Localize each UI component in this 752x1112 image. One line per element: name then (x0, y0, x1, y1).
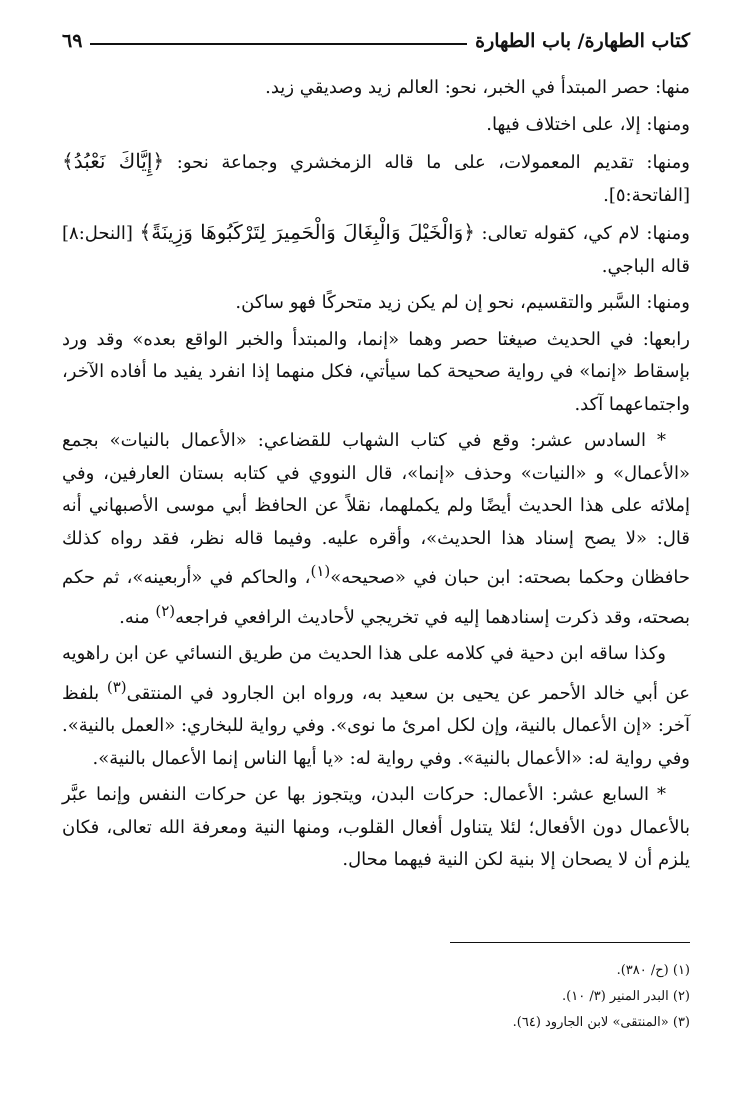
footnote-ref-1[interactable]: (١) (310, 562, 331, 580)
paragraph-8-text-a: وكذا ساقه ابن دحية في كلامه على هذا الحديث من طريق النسائي عن ابن راهويه عن أبي خالد الأحمر عن يحيى بن سعيد به، ورواه ابن الجارود في المنتقى (62, 643, 690, 704)
footnote-ref-2[interactable]: (٢) (155, 601, 176, 620)
main-text (62, 72, 690, 881)
paragraph-8 (62, 638, 690, 775)
paragraph-6 (62, 324, 690, 422)
paragraph-5 (62, 287, 690, 320)
quran-verse-2: ﴿وَالْخَيْلَ وَالْبِغَالَ وَالْحَمِيرَ لِتَرْكَبُوهَا وَزِينَةً﴾ (139, 220, 475, 244)
paragraph-7-text-a: * السادس عشر: وقع في كتاب الشهاب للقضاعي: «الأعمال بالنيات» بجمع «الأعمال» و «النيات» وحذف «إنما»، قال النووي في كتابه بستان العارفين، وفي إملائه على هذا الحديث أيضًا ولم يكملهما، نقلاً عن الحافظ أبي موسى الأصبهاني أنه قال: «لا يصح إسناد هذا الحديث»، وأقره عليه. وفيما قاله نظر، فقد رواه كذلك حافظان وحكما بصحته: ابن حبان في «صحيحه» (62, 430, 690, 588)
page-header (62, 22, 690, 52)
verse-ref-2: [النحل:٨] قاله الباجي. (62, 223, 690, 277)
paragraph-7-text-c: منه. (119, 606, 156, 628)
paragraph-3-text: ومنها: تقديم المعمولات، على ما قاله الزمخشري وجماعة نحو: (164, 152, 690, 173)
paragraph-9 (62, 779, 690, 877)
verse-ref-1: [الفاتحة:٥]. (603, 184, 690, 206)
running-title: كتاب الطهارة/ باب الطهارة (475, 30, 690, 52)
paragraph-1-text: منها: حصر المبتدأ في الخبر، نحو: العالم زيد وصديقي زيد. (265, 77, 690, 98)
paragraph-8-text-b: بلفظ آخر: «إن الأعمال بالنية، وإن لكل امرئ ما نوى». وفي رواية للبخاري: «العمل بالنية». وفي رواية له: «الأعمال بالنية». وفي رواية له: «يا أيها الناس إنما الأعمال بالنية». (62, 682, 690, 769)
paragraph-6-text: رابعها: في الحديث صيغتا حصر وهما «إنما، والمبتدأ والخبر الواقع بعده» وقد ورد بإسقاط «إنما» في رواية صحيحة كما سيأتي، فكل منهما إذا انفرد يفيد ما أفاده الآخر، واجتماعهما آكد. (62, 328, 690, 415)
paragraph-2-text: ومنها: إلا، على اختلاف فيها. (486, 113, 690, 135)
paragraph-7 (62, 425, 690, 634)
footnote-ref-3[interactable]: (٣) (106, 677, 127, 696)
paragraph-5-text: ومنها: السَّبر والتقسيم، نحو إن لم يكن زيد متحركًا فهو ساكن. (235, 292, 690, 313)
paragraph-4-text: ومنها: لام كي، كقوله تعالى: (474, 223, 690, 244)
quran-verse-1: ﴿إِيَّاكَ نَعْبُدُ﴾ (62, 149, 165, 173)
header-rule (90, 43, 467, 45)
paragraph-7-text-b: ، والحاكم في «أربعينه»، ثم حكم بصحته، وقد ذكرت إسنادهما إليه في تخريجي لأحاديث الرافعي فراجعه (62, 567, 690, 628)
footnote-divider (450, 942, 690, 943)
footnotes (62, 958, 690, 1036)
footnote-1: (١) (ح/ ٣٨٠). (616, 963, 690, 978)
paragraph-9-text: * السابع عشر: الأعمال: حركات البدن، ويتجوز بها عن حركات النفس وإنما عبَّر بالأعمال دون الأفعال؛ لئلا يتناول أفعال القلوب، ومنها النية ومعرفة الله تعالى، فكان يلزم أن لا يصحان إلا بنية لكن النية فيهما محال. (62, 784, 690, 870)
paragraph-4 (62, 216, 690, 283)
page-number: ٦٩ (62, 30, 83, 52)
paragraph-2 (62, 109, 690, 142)
paragraph-1 (62, 72, 690, 105)
footnote-2: (٢) البدر المنير (٣/ ١٠). (562, 989, 690, 1004)
footnote-3: (٣) «المنتقى» لابن الجارود (٦٤). (512, 1015, 690, 1030)
paragraph-3 (62, 145, 690, 212)
